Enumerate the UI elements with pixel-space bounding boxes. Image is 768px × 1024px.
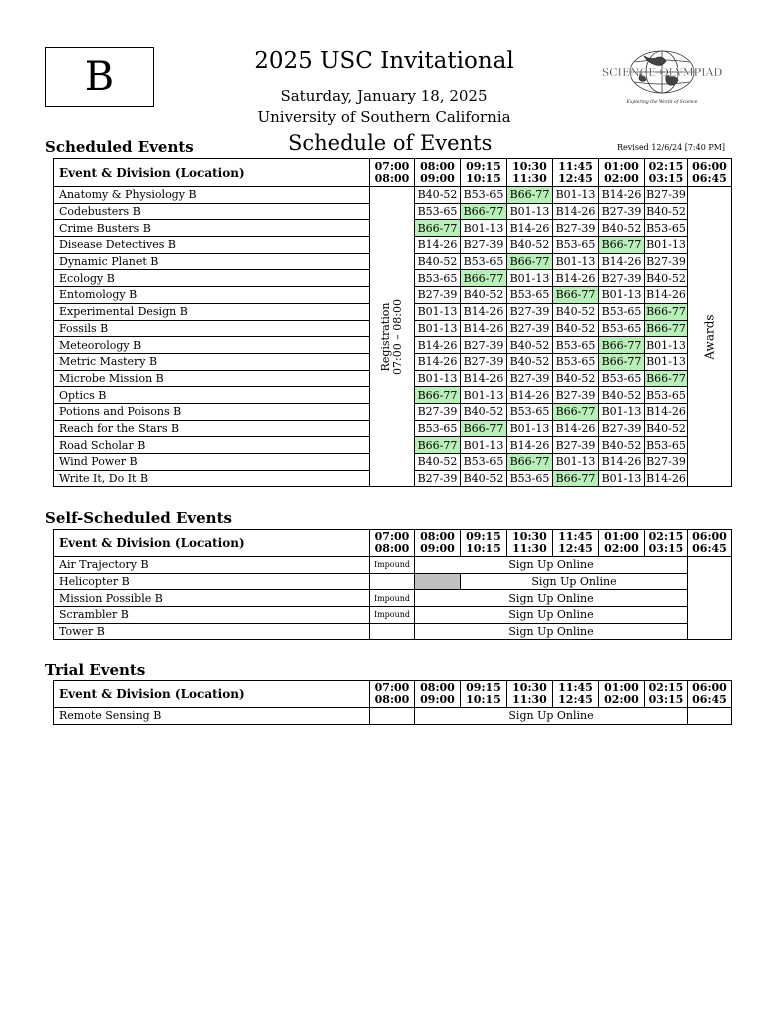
- slot-cell: B27-39: [415, 470, 461, 487]
- slot-cell: B01-13: [553, 253, 599, 270]
- time-slot-end: 09:00: [420, 693, 455, 706]
- slot-cell: B14-26: [461, 303, 507, 320]
- slot-cell: B01-13: [599, 287, 645, 304]
- time-slot-start: 11:45: [558, 530, 593, 543]
- slot-cell: B40-52: [553, 370, 599, 387]
- slot-cell: B27-39: [507, 303, 553, 320]
- slot-cell: B53-65: [646, 221, 686, 235]
- time-slot-start: 07:00: [374, 530, 410, 543]
- event-name: Meteorology B: [54, 337, 370, 354]
- slot-cell: B53-65: [461, 253, 507, 270]
- empty-cell: [688, 708, 732, 725]
- slot-cell: B53-65: [415, 270, 461, 287]
- slot-cell: B53-65: [553, 237, 599, 254]
- science-olympiad-logo: [600, 48, 724, 110]
- slot-cell: B01-13: [415, 370, 461, 387]
- slot-cell: B66-77: [646, 305, 686, 319]
- self-scheduled-header-row: [54, 530, 732, 557]
- slot-cell: B53-65: [415, 420, 461, 437]
- time-slot-end: 03:15: [648, 693, 684, 706]
- event-name: Optics B: [54, 387, 370, 404]
- slot-cell: B53-65: [646, 438, 686, 452]
- slot-cell: B14-26: [599, 253, 645, 270]
- time-slot-start: 06:00: [692, 530, 727, 543]
- event-name: Road Scholar B: [54, 437, 370, 454]
- slot-cell: B53-65: [461, 454, 507, 471]
- logo-tagline: Exploring the World of Science: [626, 100, 698, 105]
- slot-cell: B66-77: [461, 420, 507, 437]
- slot-cell: B40-52: [461, 403, 507, 420]
- slot-cell: B01-13: [507, 203, 553, 220]
- event-name: Fossils B: [54, 320, 370, 337]
- time-slot-end: 11:30: [512, 693, 547, 706]
- slot-cell: B66-77: [646, 371, 686, 385]
- slot-cell: B53-65: [646, 388, 686, 402]
- event-name: Metric Mastery B: [54, 353, 370, 370]
- time-slot-end: 06:45: [692, 171, 727, 185]
- slot-cell: B40-52: [646, 205, 686, 219]
- table-row: [54, 557, 732, 574]
- slot-cell: B14-26: [507, 387, 553, 404]
- slot-cell: B27-39: [415, 403, 461, 420]
- division-letter: B: [84, 54, 115, 100]
- time-slot-start: 02:15: [648, 530, 684, 543]
- slot-cell: B01-13: [646, 338, 686, 352]
- slot-cell: B01-13: [553, 187, 599, 204]
- sign-up-cell: Sign Up Online: [415, 623, 688, 640]
- sign-up-cell: Sign Up Online: [461, 573, 688, 590]
- time-slot-header: [507, 159, 553, 187]
- time-slot-start: 01:00: [604, 159, 639, 173]
- slot-cell: B01-13: [461, 437, 507, 454]
- table-row: [54, 708, 732, 725]
- impound-cell: Impound: [370, 590, 415, 607]
- time-slot-header: [688, 530, 732, 557]
- time-slot-start: 10:30: [512, 530, 547, 543]
- time-slot-header: [688, 159, 732, 187]
- time-slot-start: 02:15: [648, 159, 684, 173]
- event-name: Write It, Do It B: [54, 470, 370, 487]
- time-slot-start: 06:00: [692, 159, 727, 173]
- slot-cell: B14-26: [553, 270, 599, 287]
- time-slot-end: 10:15: [466, 542, 501, 555]
- time-slot-end: 03:15: [648, 542, 684, 555]
- time-slot-header: [553, 159, 599, 187]
- unavailable-cell: [415, 573, 461, 590]
- slot-cell: B66-77: [553, 403, 599, 420]
- time-slot-start: 07:00: [374, 159, 410, 173]
- slot-cell: B27-39: [461, 353, 507, 370]
- empty-cell: [370, 623, 415, 640]
- time-slot-start: 08:00: [420, 159, 455, 173]
- slot-cell: B01-13: [507, 420, 553, 437]
- event-name: Ecology B: [54, 270, 370, 287]
- event-name: Remote Sensing B: [54, 708, 370, 725]
- time-slot-header: [645, 159, 688, 187]
- time-slot-end: 06:45: [692, 693, 727, 706]
- impound-cell: Impound: [370, 557, 415, 574]
- event-name: Entomology B: [54, 287, 370, 304]
- sign-up-cell: Sign Up Online: [415, 590, 688, 607]
- awards-label: Awards: [702, 314, 717, 360]
- time-slot-start: 09:15: [466, 159, 501, 173]
- sign-up-cell: Sign Up Online: [415, 708, 688, 725]
- time-slot-header: [415, 159, 461, 187]
- time-slot-start: 09:15: [466, 681, 501, 694]
- slot-cell: B27-39: [646, 255, 686, 269]
- time-slot-end: 09:00: [420, 171, 455, 185]
- slot-cell: B01-13: [415, 303, 461, 320]
- event-name: Microbe Mission B: [54, 370, 370, 387]
- time-slot-end: 08:00: [374, 171, 410, 185]
- slot-cell: B14-26: [507, 220, 553, 237]
- slot-cell: B27-39: [553, 387, 599, 404]
- time-slot-header: [415, 681, 461, 708]
- table-row: [54, 573, 732, 590]
- time-slot-end: 12:45: [558, 171, 593, 185]
- registration-time: 07:00 – 08:00: [391, 298, 404, 375]
- registration-text: Registration: [379, 302, 392, 372]
- time-slot-start: 10:30: [512, 159, 547, 173]
- table-row: [54, 623, 732, 640]
- slot-cell: B14-26: [461, 370, 507, 387]
- event-name: Scrambler B: [54, 607, 370, 624]
- impound-cell: Impound: [370, 607, 415, 624]
- slot-cell: B01-13: [553, 454, 599, 471]
- slot-cell: B66-77: [507, 253, 553, 270]
- time-slot-header: [599, 530, 645, 557]
- slot-cell: B14-26: [415, 353, 461, 370]
- time-slot-header: [553, 530, 599, 557]
- time-slot-header: [370, 159, 415, 187]
- empty-cell: [688, 557, 732, 640]
- slot-cell: B40-52: [415, 454, 461, 471]
- event-name: Dynamic Planet B: [54, 253, 370, 270]
- slot-cell: B66-77: [461, 270, 507, 287]
- event-name: Experimental Design B: [54, 303, 370, 320]
- event-name: Helicopter B: [54, 573, 370, 590]
- time-slot-end: 08:00: [374, 693, 410, 706]
- slot-cell: B53-65: [599, 370, 645, 387]
- slot-cell: B53-65: [599, 320, 645, 337]
- event-name: Anatomy & Physiology B: [54, 187, 370, 204]
- slot-cell: B53-65: [507, 287, 553, 304]
- time-slot-header: [461, 159, 507, 187]
- time-slot-header: [507, 530, 553, 557]
- slot-cell: B66-77: [599, 337, 645, 354]
- empty-cell: [370, 573, 415, 590]
- time-slot-start: 01:00: [604, 530, 639, 543]
- time-slot-header: [507, 681, 553, 708]
- time-slot-header: [370, 530, 415, 557]
- slot-cell: B01-13: [599, 403, 645, 420]
- page-title: 2025 USC Invitational: [254, 48, 514, 74]
- time-slot-start: 10:30: [512, 681, 547, 694]
- registration-label: [380, 299, 404, 375]
- time-slot-end: 11:30: [512, 171, 547, 185]
- slot-cell: B01-13: [646, 355, 686, 369]
- table-row: [54, 590, 732, 607]
- time-slot-start: 08:00: [420, 681, 455, 694]
- slot-cell: B66-77: [415, 387, 461, 404]
- scheduled-header-row: [54, 159, 732, 187]
- time-slot-header: [415, 530, 461, 557]
- sign-up-cell: Sign Up Online: [415, 557, 688, 574]
- slot-cell: B14-26: [553, 203, 599, 220]
- time-slot-header: [370, 681, 415, 708]
- time-slot-start: 11:45: [558, 681, 593, 694]
- division-box: [45, 47, 154, 107]
- slot-cell: B27-39: [415, 287, 461, 304]
- slot-cell: B40-52: [646, 421, 686, 435]
- slot-cell: B40-52: [507, 237, 553, 254]
- slot-cell: B40-52: [507, 353, 553, 370]
- slot-cell: B14-26: [646, 472, 686, 486]
- registration-cell: [370, 187, 415, 487]
- trial-header-row: [54, 681, 732, 708]
- time-slot-start: 09:15: [466, 530, 501, 543]
- column-header-event: Event & Division (Location): [54, 530, 370, 557]
- slot-cell: B53-65: [415, 203, 461, 220]
- slot-cell: B66-77: [415, 220, 461, 237]
- slot-cell: B66-77: [461, 203, 507, 220]
- trial-events-title: Trial Events: [45, 661, 146, 679]
- time-slot-end: 12:45: [558, 693, 593, 706]
- time-slot-header: [599, 681, 645, 708]
- time-slot-end: 11:30: [512, 542, 547, 555]
- slot-cell: B66-77: [553, 287, 599, 304]
- time-slot-end: 10:15: [466, 171, 501, 185]
- slot-cell: B40-52: [646, 271, 686, 285]
- time-slot-header: [553, 681, 599, 708]
- revised-note: Revised 12/6/24 [7:40 PM]: [617, 143, 726, 152]
- time-slot-header: [688, 681, 732, 708]
- time-slot-header: [599, 159, 645, 187]
- slot-cell: B66-77: [553, 470, 599, 487]
- slot-cell: B53-65: [507, 403, 553, 420]
- slot-cell: B53-65: [461, 187, 507, 204]
- event-name: Tower B: [54, 623, 370, 640]
- time-slot-header: [645, 681, 688, 708]
- table-row: [54, 187, 732, 204]
- slot-cell: B53-65: [553, 353, 599, 370]
- time-slot-end: 06:45: [692, 542, 727, 555]
- slot-cell: B27-39: [599, 270, 645, 287]
- time-slot-end: 08:00: [374, 542, 410, 555]
- scheduled-events-title: Scheduled Events: [45, 138, 194, 156]
- slot-cell: B53-65: [599, 303, 645, 320]
- event-name: Mission Possible B: [54, 590, 370, 607]
- sign-up-cell: Sign Up Online: [415, 607, 688, 624]
- slot-cell: B66-77: [507, 454, 553, 471]
- time-slot-start: 11:45: [558, 159, 593, 173]
- time-slot-end: 09:00: [420, 542, 455, 555]
- scheduled-events-table: [53, 158, 732, 487]
- time-slot-end: 10:15: [466, 693, 501, 706]
- slot-cell: B27-39: [646, 188, 686, 202]
- slot-cell: B40-52: [599, 437, 645, 454]
- slot-cell: B27-39: [553, 220, 599, 237]
- time-slot-end: 03:15: [648, 171, 684, 185]
- slot-cell: B01-13: [461, 387, 507, 404]
- slot-cell: B14-26: [553, 420, 599, 437]
- slot-cell: B27-39: [507, 320, 553, 337]
- slot-cell: B27-39: [599, 203, 645, 220]
- slot-cell: B40-52: [553, 303, 599, 320]
- slot-cell: B01-13: [507, 270, 553, 287]
- time-slot-start: 08:00: [420, 530, 455, 543]
- column-header-event: Event & Division (Location): [54, 681, 370, 708]
- slot-cell: B14-26: [599, 187, 645, 204]
- slot-cell: B27-39: [507, 370, 553, 387]
- awards-cell: [688, 187, 732, 487]
- slot-cell: B27-39: [599, 420, 645, 437]
- slot-cell: B01-13: [461, 220, 507, 237]
- event-name: Crime Busters B: [54, 220, 370, 237]
- slot-cell: B01-13: [599, 470, 645, 487]
- self-scheduled-events-title: Self-Scheduled Events: [45, 509, 232, 527]
- time-slot-end: 02:00: [604, 171, 639, 185]
- slot-cell: B14-26: [415, 237, 461, 254]
- time-slot-end: 02:00: [604, 542, 639, 555]
- slot-cell: B14-26: [461, 320, 507, 337]
- table-row: [54, 607, 732, 624]
- slot-cell: B40-52: [415, 187, 461, 204]
- slot-cell: B66-77: [646, 321, 686, 335]
- slot-cell: B40-52: [461, 287, 507, 304]
- slot-cell: B40-52: [415, 253, 461, 270]
- slot-cell: B14-26: [507, 437, 553, 454]
- time-slot-header: [461, 530, 507, 557]
- column-header-event: Event & Division (Location): [54, 159, 370, 187]
- slot-cell: B66-77: [599, 353, 645, 370]
- slot-cell: B40-52: [599, 387, 645, 404]
- slot-cell: B27-39: [553, 437, 599, 454]
- slot-cell: B14-26: [415, 337, 461, 354]
- slot-cell: B27-39: [461, 337, 507, 354]
- time-slot-end: 12:45: [558, 542, 593, 555]
- slot-cell: B40-52: [507, 337, 553, 354]
- empty-cell: [370, 708, 415, 725]
- time-slot-start: 07:00: [374, 681, 410, 694]
- event-name: Codebusters B: [54, 203, 370, 220]
- event-name: Disease Detectives B: [54, 237, 370, 254]
- slot-cell: B14-26: [646, 288, 686, 302]
- self-scheduled-events-table: [53, 529, 732, 640]
- slot-cell: B14-26: [599, 454, 645, 471]
- trial-events-table: [53, 680, 732, 725]
- event-name: Wind Power B: [54, 454, 370, 471]
- slot-cell: B14-26: [646, 405, 686, 419]
- time-slot-start: 02:15: [648, 681, 684, 694]
- slot-cell: B40-52: [461, 470, 507, 487]
- event-name: Air Trajectory B: [54, 557, 370, 574]
- slot-cell: B40-52: [553, 320, 599, 337]
- slot-cell: B01-13: [415, 320, 461, 337]
- slot-cell: B66-77: [599, 237, 645, 254]
- time-slot-header: [461, 681, 507, 708]
- slot-cell: B66-77: [507, 187, 553, 204]
- time-slot-start: 01:00: [604, 681, 639, 694]
- slot-cell: B01-13: [646, 238, 686, 252]
- time-slot-start: 06:00: [692, 681, 727, 694]
- slot-cell: B40-52: [599, 220, 645, 237]
- slot-cell: B27-39: [646, 455, 686, 469]
- schedule-heading: Schedule of Events: [288, 131, 493, 155]
- slot-cell: B53-65: [553, 337, 599, 354]
- event-date: Saturday, January 18, 2025: [280, 87, 488, 105]
- time-slot-header: [645, 530, 688, 557]
- time-slot-end: 02:00: [604, 693, 639, 706]
- slot-cell: B53-65: [507, 470, 553, 487]
- event-name: Reach for the Stars B: [54, 420, 370, 437]
- university-name: University of Southern California: [257, 108, 511, 126]
- slot-cell: B27-39: [461, 237, 507, 254]
- slot-cell: B66-77: [415, 437, 461, 454]
- logo-wordmark: SCIENCE OLYMPIAD: [601, 66, 723, 79]
- event-name: Potions and Poisons B: [54, 403, 370, 420]
